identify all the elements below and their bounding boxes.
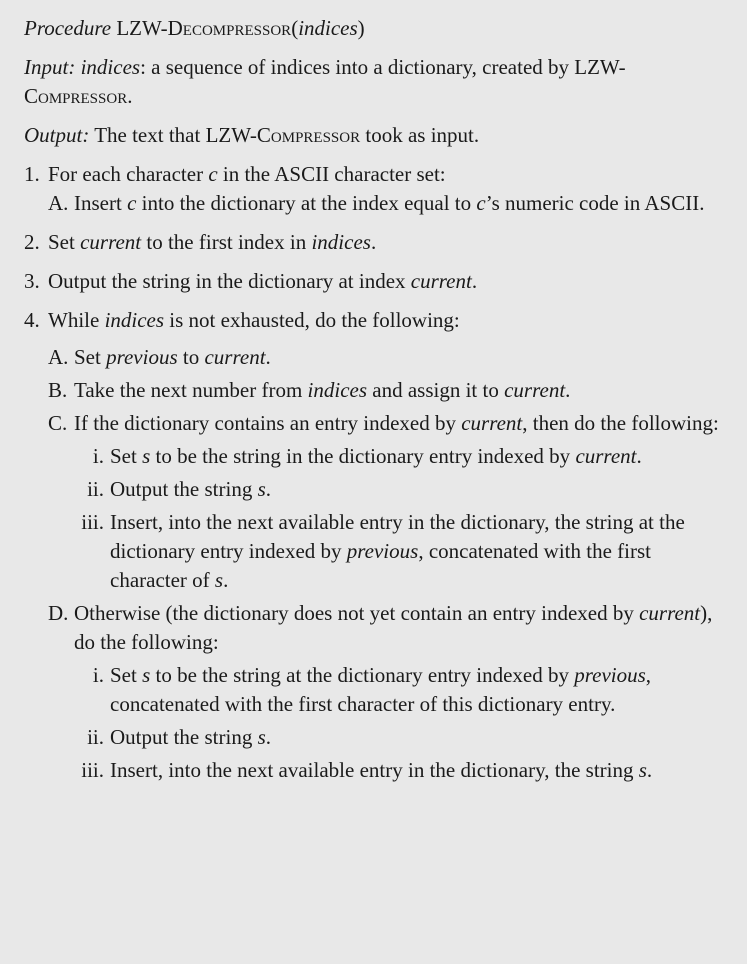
step-3-number: 3. (24, 269, 40, 293)
procedure-param: indices (298, 16, 358, 40)
step-2-number: 2. (24, 230, 40, 254)
step-3 (24, 267, 725, 296)
step-4 (24, 306, 725, 335)
input-ref: LZW-Compressor (24, 55, 626, 108)
step-4D-i-label: i. (92, 663, 104, 687)
step-4C-iii-label: iii. (81, 510, 104, 534)
step-4D-i (24, 661, 725, 719)
input-line (24, 53, 725, 111)
step-2 (24, 228, 725, 257)
step-4A-label: A. (48, 345, 69, 369)
step-4B-label: B. (48, 378, 68, 402)
step-4C-iii (24, 508, 725, 595)
step-4C-i-text: Set s to be the string in the dictionary entry indexed by current. (110, 444, 642, 468)
step-4D-iii-label: iii. (81, 758, 104, 782)
output-text-b: took as input. (365, 123, 480, 147)
step-4D-iii (24, 756, 725, 785)
procedure-label: Procedure (24, 16, 112, 40)
input-param: indices (80, 55, 141, 79)
step-4A (24, 343, 725, 372)
output-label: Output: (24, 123, 90, 147)
step-4C-ii-text: Output the string s. (110, 477, 272, 501)
procedure-name: LZW-Decompressor (116, 16, 292, 40)
output-text-a: The text that (94, 123, 201, 147)
step-4-number: 4. (24, 308, 40, 332)
step-4C-ii (24, 475, 725, 504)
input-text-a: : a sequence of indices into a dictionary, created by (140, 55, 570, 79)
step-1 (24, 160, 725, 189)
step-2-text: Set current to the first index in indices. (48, 230, 377, 254)
step-4C-ii-label: ii. (87, 477, 104, 501)
step-1-text: For each character c in the ASCII character set: (48, 162, 446, 186)
step-4D (24, 599, 725, 657)
step-4-text: While indices is not exhausted, do the following: (48, 308, 460, 332)
step-4D-label: D. (48, 601, 69, 625)
step-4D-ii-label: ii. (87, 725, 104, 749)
procedure-heading: Procedure LZW-Decompressor(indices) (24, 16, 365, 40)
step-1-number: 1. (24, 162, 40, 186)
output-ref: LZW-Compressor (205, 123, 361, 147)
step-3-text: Output the string in the dictionary at index current. (48, 269, 478, 293)
step-4C-i-label: i. (92, 444, 104, 468)
step-1A-text: Insert c into the dictionary at the index equal to c’s numeric code in ASCII. (74, 191, 705, 215)
input-text-b: . (127, 84, 133, 108)
input-label: Input: (24, 55, 76, 79)
step-4B-text: Take the next number from indices and assign it to current. (74, 378, 571, 402)
step-1A (24, 189, 725, 218)
step-4D-i-text: Set s to be the string at the dictionary entry indexed by previous, concatenated with the first character of this dictionary entry. (110, 663, 652, 716)
step-4C-text: If the dictionary contains an entry indexed by current, then do the following: (74, 411, 719, 435)
step-4C-label: C. (48, 411, 68, 435)
step-4D-ii (24, 723, 725, 752)
step-4D-iii-text: Insert, into the next available entry in the dictionary, the string s. (110, 758, 653, 782)
step-4D-ii-text: Output the string s. (110, 725, 272, 749)
step-4B (24, 376, 725, 405)
output-line (24, 121, 725, 150)
step-4D-text: Otherwise (the dictionary does not yet contain an entry indexed by current), do the following: (74, 601, 713, 654)
step-4C-i (24, 442, 725, 471)
step-4A-text: Set previous to current. (74, 345, 271, 369)
step-4C-iii-text: Insert, into the next available entry in the dictionary, the string at the dictionary entry indexed by previous, concatenated with the first character of s. (110, 510, 685, 592)
step-1A-label: A. (48, 191, 69, 215)
step-4C (24, 409, 725, 438)
